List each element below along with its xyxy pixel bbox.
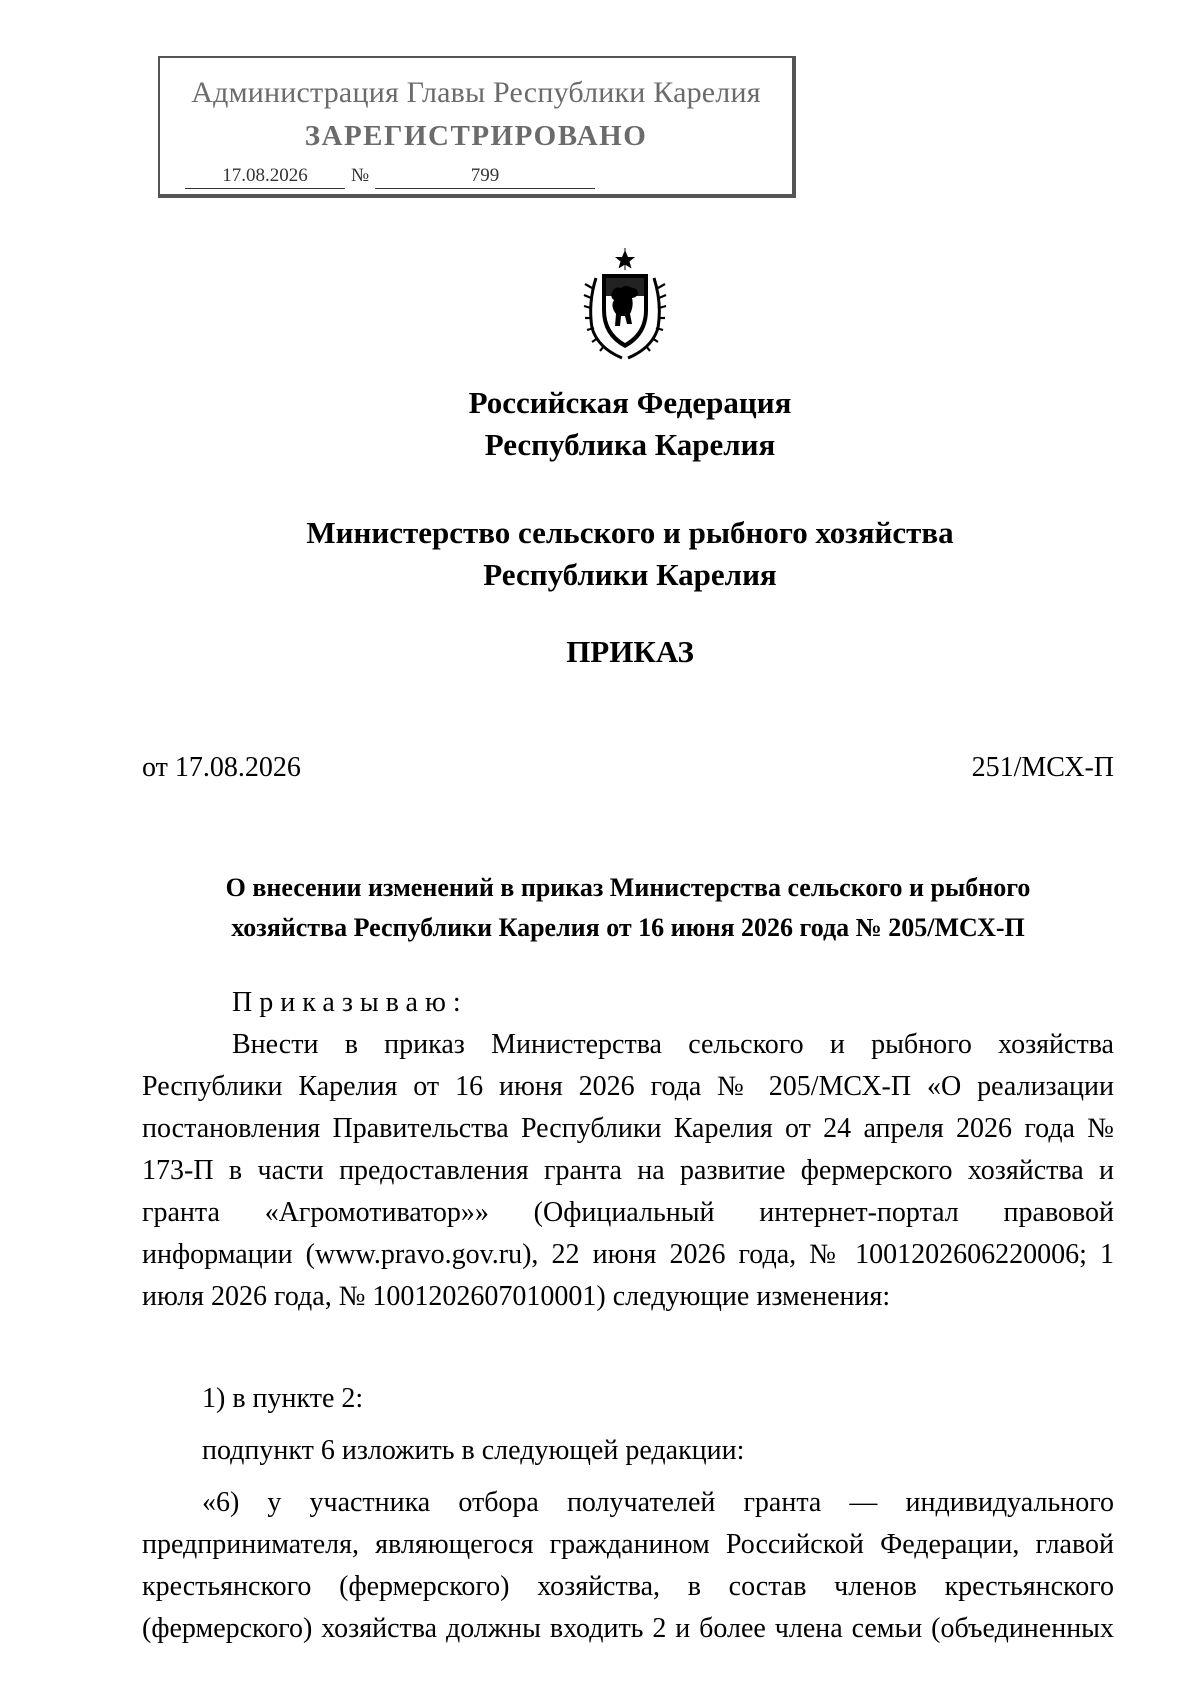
item-1: 1) в пункте 2: xyxy=(202,1383,364,1414)
heading-ministry-line2: Республики Карелия xyxy=(483,557,777,592)
para2-line: предпринимателя, являющегося гражданином Российской Федерации, главой xyxy=(142,1529,1114,1560)
heading-ministry-line1: Министерство сельского и рыбного хозяйства xyxy=(306,515,954,550)
stamp-date: 17.08.2026 xyxy=(185,164,345,189)
subject-line-1: О внесении изменений в приказ Министерства сельского и рыбного xyxy=(225,873,1031,902)
para1-line: Внести в приказ Министерства сельского и рыбного хозяйства xyxy=(232,1029,1114,1060)
para1-line: гранта «Агромотиватор»» (Официальный интернет-портал правовой xyxy=(142,1197,1114,1228)
para1-line: Республики Карелия от 16 июня 2026 года № 205/МСХ-П «О реализации xyxy=(142,1071,1114,1102)
para1-line: информации (www.pravo.gov.ru), 22 июня 2026 года, № 1001202606220006; 1 xyxy=(142,1239,1114,1270)
para2-line: (фермерского) хозяйства должны входить 2 и более члена семьи (объединенных xyxy=(142,1613,1114,1644)
para1-line: июля 2026 года, № 1001202607010001) следующие изменения: xyxy=(142,1281,891,1312)
coat-of-arms-emblem xyxy=(582,248,668,360)
registration-stamp xyxy=(158,56,796,198)
para1-line: постановления Правительства Республики Карелия от 24 апреля 2026 года № xyxy=(142,1113,1114,1144)
para2-line: «6) у участника отбора получателей гранта — индивидуального xyxy=(202,1487,1114,1518)
stamp-number: 799 xyxy=(375,164,595,189)
stamp-status: ЗАРЕГИСТРИРОВАНО xyxy=(304,120,648,152)
heading-country: Российская Федерация xyxy=(468,385,792,420)
order-number: 251/МСХ-П xyxy=(971,752,1114,783)
stamp-number-label: № xyxy=(351,165,370,186)
stamp-organization: Администрация Главы Республики Карелия xyxy=(191,76,761,109)
item-1-sub: подпункт 6 изложить в следующей редакции: xyxy=(202,1435,745,1466)
para1-line: 173-П в части предоставления гранта на развитие фермерского хозяйства и xyxy=(142,1155,1114,1186)
heading-doc-type: ПРИКАЗ xyxy=(566,634,694,669)
heading-republic: Республика Карелия xyxy=(484,427,776,462)
para2-line: крестьянского (фермерского) хозяйства, в состав членов крестьянского xyxy=(142,1571,1114,1602)
order-word: Приказываю: xyxy=(232,987,468,1018)
subject-line-2: хозяйства Республики Карелия от 16 июня 2026 года № 205/МСХ-П xyxy=(231,913,1025,942)
order-date: от 17.08.2026 xyxy=(142,752,301,783)
